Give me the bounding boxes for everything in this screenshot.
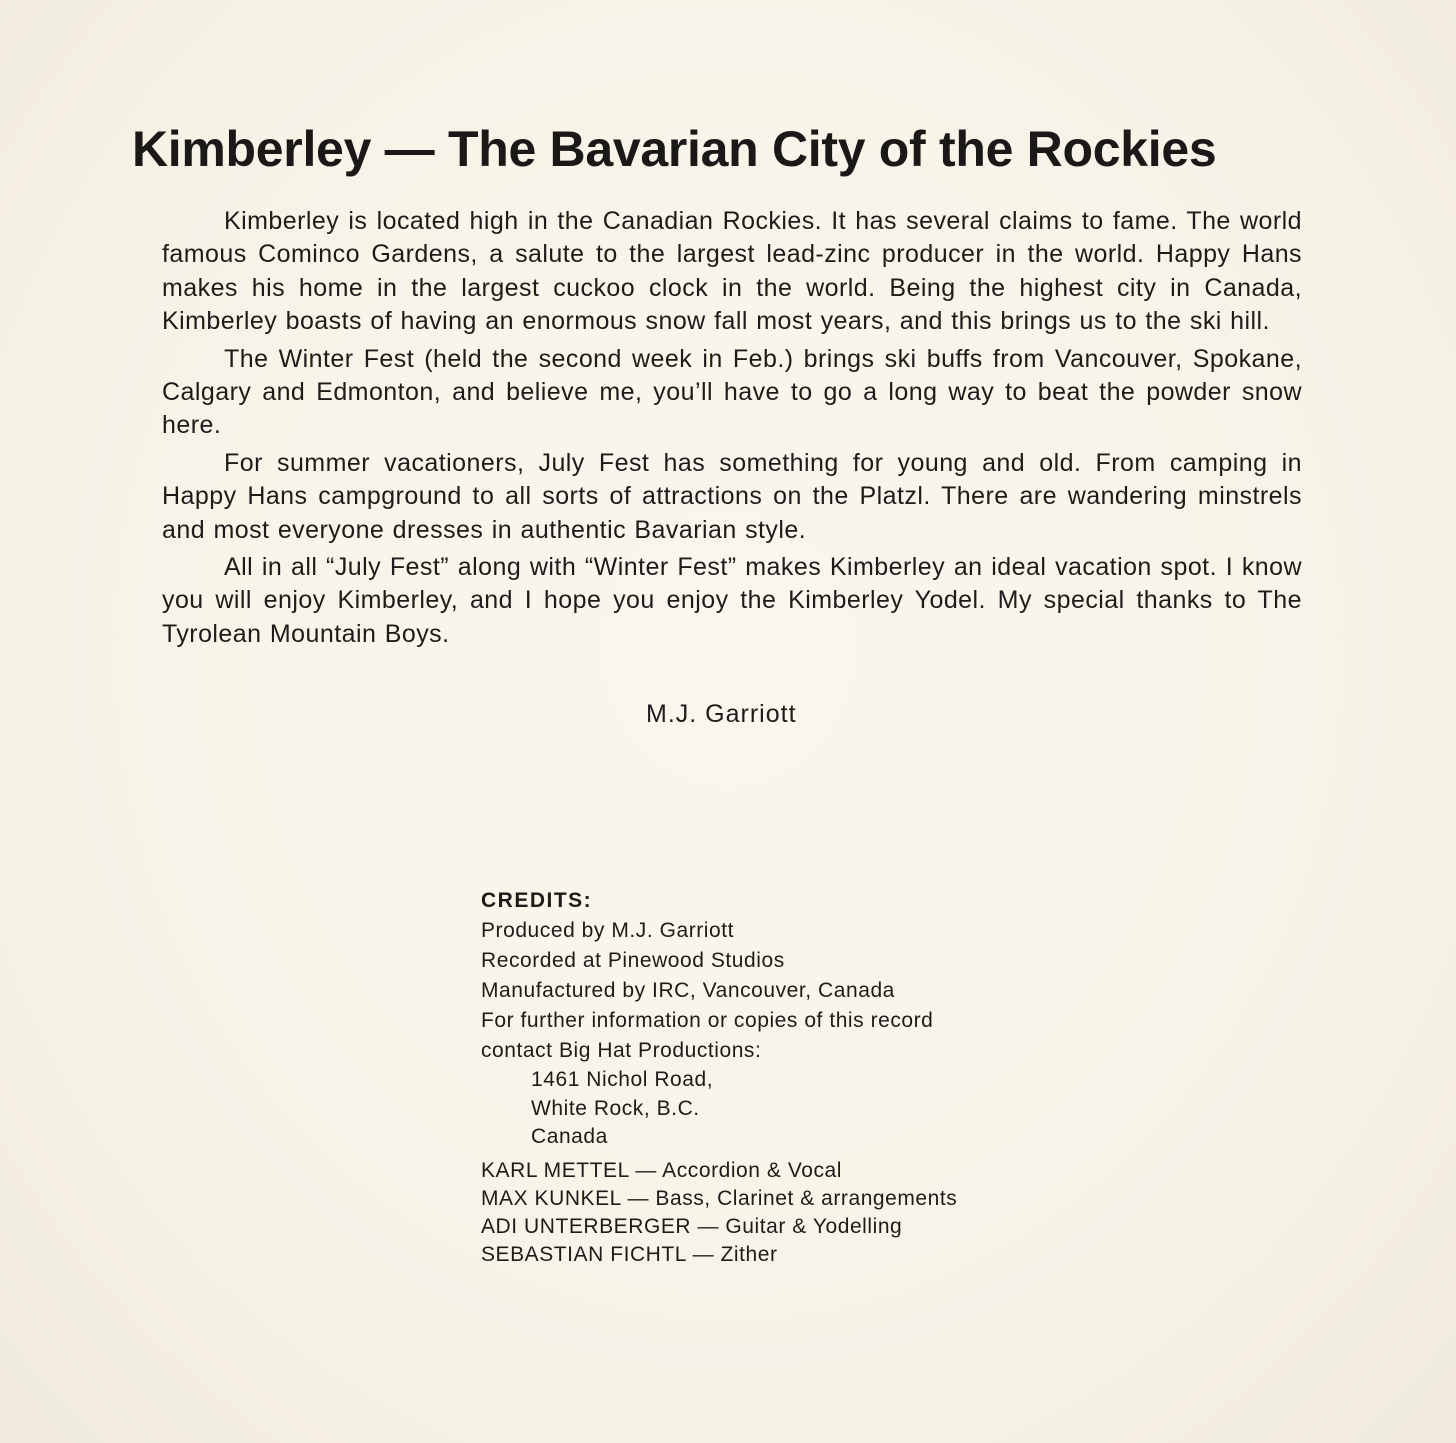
paragraph-intro: Kimberley is located high in the Canadian Rockies. It has several claims to fame. The world famous Cominco Gardens, a salute to the largest lead-zinc producer in the world. Happy Hans makes his home in the largest cuckoo clock in the world. Being the highest city in Canada, Kimberley boasts of having an enormous snow fall most years, and this brings us to the ski hill.	[162, 207, 1302, 336]
musician-item: SEBASTIAN FICHTL — Zither	[481, 1242, 778, 1266]
paragraph-winter-fest: The Winter Fest (held the second week in Feb.) brings ski buffs from Vancouver, Spokane, Calgary and Edmonton, and believe me, you’ll have to go a long way to beat the powder snow here.	[162, 344, 1302, 440]
musician-item: ADI UNTERBERGER — Guitar & Yodelling	[481, 1214, 903, 1238]
credit-line-contact: contact Big Hat Productions:	[481, 1039, 762, 1062]
author-signature: M.J. Garriott	[646, 700, 797, 728]
musicians-list	[481, 1157, 1041, 1269]
page-title: Kimberley — The Bavarian City of the Rockies	[132, 121, 1217, 177]
paragraph-closing: All in all “July Fest” along with “Winter Fest” makes Kimberley an ideal vacation spot. I know you will enjoy Kimberley, and I hope you enjoy the Kimberley Yodel. My special thanks to The Tyrolean Mountain Boys.	[162, 553, 1302, 648]
address-country: Canada	[531, 1125, 608, 1148]
credits-heading: CREDITS:	[481, 889, 593, 912]
credit-line-producer: Produced by M.J. Garriott	[481, 919, 735, 942]
credit-line-info: For further information or copies of this record	[481, 1009, 934, 1032]
body-text	[162, 205, 1302, 655]
paragraph-july-fest: For summer vacationers, July Fest has something for young and old. From camping in Happy Hans campground to all sorts of attractions on the Platzl. There are wandering minstrels and most everyone dresses in authentic Bavarian style.	[162, 448, 1302, 544]
musician-item: MAX KUNKEL — Bass, Clarinet & arrangements	[481, 1186, 958, 1210]
musician-item: KARL METTEL — Accordion & Vocal	[481, 1158, 842, 1182]
address-city: White Rock, B.C.	[531, 1096, 700, 1120]
credit-line-recorded: Recorded at Pinewood Studios	[481, 949, 785, 972]
contact-address	[531, 1066, 1041, 1152]
credit-line-manufactured: Manufactured by IRC, Vancouver, Canada	[481, 979, 895, 1002]
credits-section	[481, 886, 1041, 1269]
address-street: 1461 Nichol Road,	[531, 1068, 714, 1091]
